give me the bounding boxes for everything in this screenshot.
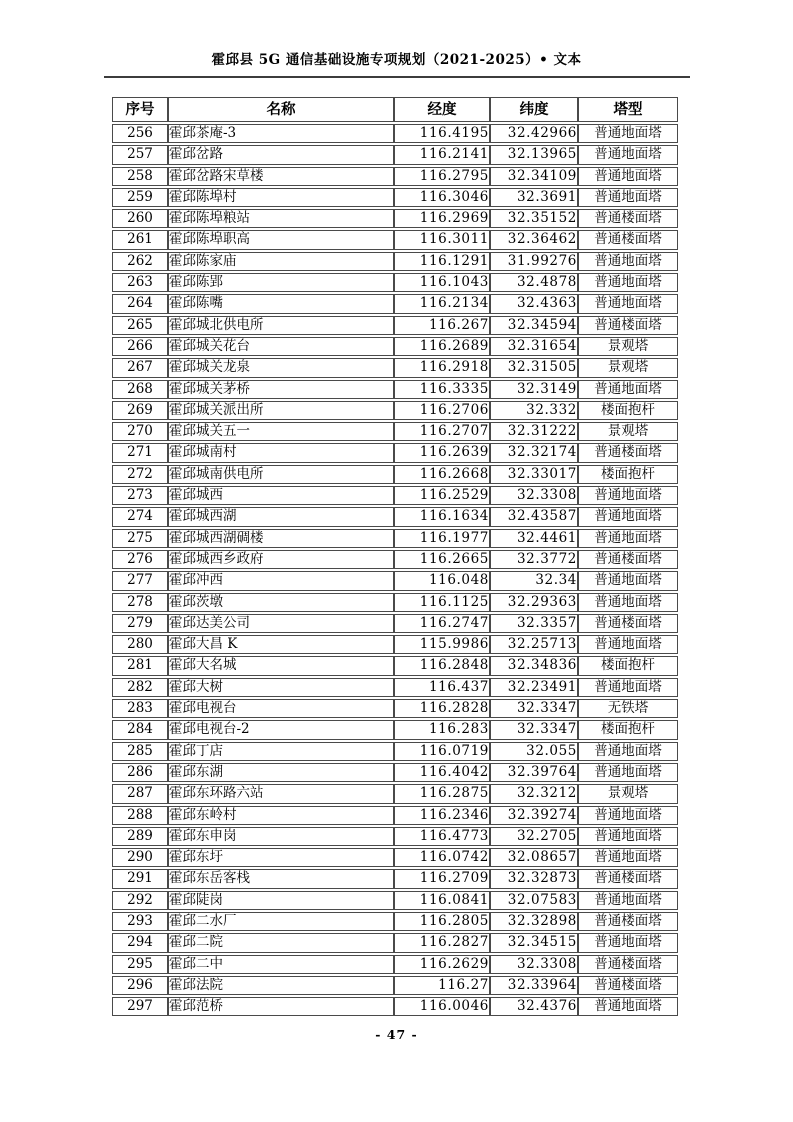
table-cell: 霍邱大名城 bbox=[168, 656, 394, 675]
header-rule-divider bbox=[104, 76, 690, 78]
table-row bbox=[112, 167, 678, 186]
table-row bbox=[112, 614, 678, 633]
table-cell: 32.43587 bbox=[490, 507, 578, 526]
table-cell: 普通楼面塔 bbox=[578, 955, 678, 974]
table-cell: 264 bbox=[112, 294, 168, 313]
table-cell: 32.42966 bbox=[490, 124, 578, 143]
table-cell: 景观塔 bbox=[578, 422, 678, 441]
table-cell: 265 bbox=[112, 316, 168, 335]
table-row bbox=[112, 997, 678, 1016]
table-cell: 32.34 bbox=[490, 571, 578, 590]
table-cell: 霍邱岔路宋草楼 bbox=[168, 167, 394, 186]
table-cell: 116.1977 bbox=[394, 529, 490, 548]
table-cell: 32.4461 bbox=[490, 529, 578, 548]
table-cell: 普通楼面塔 bbox=[578, 209, 678, 228]
table-cell: 普通地面塔 bbox=[578, 997, 678, 1016]
table-cell: 霍邱城关派出所 bbox=[168, 401, 394, 420]
table-cell: 116.437 bbox=[394, 678, 490, 697]
table-cell: 292 bbox=[112, 891, 168, 910]
table-cell: 普通地面塔 bbox=[578, 273, 678, 292]
table-cell: 287 bbox=[112, 784, 168, 803]
table-cell: 116.2805 bbox=[394, 912, 490, 931]
table-cell: 普通楼面塔 bbox=[578, 869, 678, 888]
table-cell: 266 bbox=[112, 337, 168, 356]
table-cell: 无铁塔 bbox=[578, 699, 678, 718]
table-cell: 普通地面塔 bbox=[578, 507, 678, 526]
table-row bbox=[112, 891, 678, 910]
table-cell: 293 bbox=[112, 912, 168, 931]
table-cell: 霍邱岔路 bbox=[168, 145, 394, 164]
table-cell: 霍邱东岭村 bbox=[168, 806, 394, 825]
table-cell: 普通地面塔 bbox=[578, 529, 678, 548]
table-row bbox=[112, 933, 678, 952]
table-cell: 霍邱城关花台 bbox=[168, 337, 394, 356]
table-cell: 116.2747 bbox=[394, 614, 490, 633]
table-row bbox=[112, 827, 678, 846]
table-cell: 116.4042 bbox=[394, 763, 490, 782]
table-row bbox=[112, 720, 678, 739]
table-cell: 普通楼面塔 bbox=[578, 912, 678, 931]
table-cell: 281 bbox=[112, 656, 168, 675]
table-cell: 276 bbox=[112, 550, 168, 569]
table-cell: 32.332 bbox=[490, 401, 578, 420]
table-cell: 霍邱达美公司 bbox=[168, 614, 394, 633]
table-cell: 普通地面塔 bbox=[578, 933, 678, 952]
table-cell: 普通地面塔 bbox=[578, 763, 678, 782]
table-cell: 279 bbox=[112, 614, 168, 633]
table-row bbox=[112, 784, 678, 803]
table-cell: 霍邱城关五一 bbox=[168, 422, 394, 441]
table-cell: 霍邱大昌 K bbox=[168, 635, 394, 654]
table-cell: 116.283 bbox=[394, 720, 490, 739]
table-row bbox=[112, 209, 678, 228]
table-row bbox=[112, 507, 678, 526]
table-cell: 32.39274 bbox=[490, 806, 578, 825]
table-cell: 32.31505 bbox=[490, 358, 578, 377]
table-cell: 霍邱茨墩 bbox=[168, 593, 394, 612]
table-cell: 霍邱陈埠职高 bbox=[168, 230, 394, 249]
table-row bbox=[112, 678, 678, 697]
table-cell: 116.0046 bbox=[394, 997, 490, 1016]
table-cell: 霍邱法院 bbox=[168, 976, 394, 995]
table-cell: 普通楼面塔 bbox=[578, 443, 678, 462]
table-cell: 32.3149 bbox=[490, 380, 578, 399]
table-cell: 普通楼面塔 bbox=[578, 614, 678, 633]
table-cell: 32.39764 bbox=[490, 763, 578, 782]
table-row bbox=[112, 188, 678, 207]
table-cell: 楼面抱杆 bbox=[578, 465, 678, 484]
table-cell: 116.1291 bbox=[394, 252, 490, 271]
table-cell: 116.2828 bbox=[394, 699, 490, 718]
table-cell: 278 bbox=[112, 593, 168, 612]
table-cell: 116.3335 bbox=[394, 380, 490, 399]
table-cell: 32.23491 bbox=[490, 678, 578, 697]
table-row bbox=[112, 337, 678, 356]
table-cell: 32.3347 bbox=[490, 699, 578, 718]
table-cell: 296 bbox=[112, 976, 168, 995]
table-row bbox=[112, 358, 678, 377]
column-header-index: 序号 bbox=[112, 97, 168, 122]
table-row bbox=[112, 763, 678, 782]
table-header bbox=[112, 97, 678, 122]
table-cell: 116.2827 bbox=[394, 933, 490, 952]
table-cell: 32.4376 bbox=[490, 997, 578, 1016]
table-cell: 楼面抱杆 bbox=[578, 656, 678, 675]
table-cell: 32.4878 bbox=[490, 273, 578, 292]
table-row bbox=[112, 486, 678, 505]
table-cell: 271 bbox=[112, 443, 168, 462]
table-cell: 楼面抱杆 bbox=[578, 401, 678, 420]
table-cell: 116.2668 bbox=[394, 465, 490, 484]
table-cell: 116.27 bbox=[394, 976, 490, 995]
table-cell: 32.3212 bbox=[490, 784, 578, 803]
table-cell: 普通地面塔 bbox=[578, 188, 678, 207]
table-cell: 霍邱电视台-2 bbox=[168, 720, 394, 739]
table-cell: 116.0841 bbox=[394, 891, 490, 910]
page-number: - 47 - bbox=[375, 1027, 418, 1042]
table-row bbox=[112, 656, 678, 675]
table-cell: 普通地面塔 bbox=[578, 486, 678, 505]
table-cell: 普通地面塔 bbox=[578, 678, 678, 697]
table-cell: 275 bbox=[112, 529, 168, 548]
table-row bbox=[112, 273, 678, 292]
table-cell: 116.048 bbox=[394, 571, 490, 590]
table-cell: 285 bbox=[112, 742, 168, 761]
column-header-longitude: 经度 bbox=[394, 97, 490, 122]
table-cell: 32.32873 bbox=[490, 869, 578, 888]
table-row bbox=[112, 252, 678, 271]
table-cell: 32.3347 bbox=[490, 720, 578, 739]
table-cell: 263 bbox=[112, 273, 168, 292]
table-cell: 霍邱陈埠粮站 bbox=[168, 209, 394, 228]
table-cell: 116.2795 bbox=[394, 167, 490, 186]
table-cell: 32.34836 bbox=[490, 656, 578, 675]
table-row bbox=[112, 422, 678, 441]
table-cell: 116.2969 bbox=[394, 209, 490, 228]
table-cell: 32.4363 bbox=[490, 294, 578, 313]
tower-sites-table bbox=[112, 95, 678, 1018]
table-cell: 32.07583 bbox=[490, 891, 578, 910]
table-cell: 普通地面塔 bbox=[578, 827, 678, 846]
table-row bbox=[112, 401, 678, 420]
table-cell: 116.2141 bbox=[394, 145, 490, 164]
table-row bbox=[112, 465, 678, 484]
table-cell: 32.31654 bbox=[490, 337, 578, 356]
table-cell: 普通地面塔 bbox=[578, 806, 678, 825]
table-cell: 普通地面塔 bbox=[578, 167, 678, 186]
table-cell: 霍邱城北供电所 bbox=[168, 316, 394, 335]
table-cell: 116.2629 bbox=[394, 955, 490, 974]
column-header-tower-type: 塔型 bbox=[578, 97, 678, 122]
table-cell: 116.2639 bbox=[394, 443, 490, 462]
table-cell: 霍邱城西湖 bbox=[168, 507, 394, 526]
table-row bbox=[112, 294, 678, 313]
column-header-name: 名称 bbox=[168, 97, 394, 122]
table-cell: 霍邱陈家庙 bbox=[168, 252, 394, 271]
table-cell: 普通地面塔 bbox=[578, 848, 678, 867]
table-cell: 普通地面塔 bbox=[578, 252, 678, 271]
table-cell: 115.9986 bbox=[394, 635, 490, 654]
table-cell: 32.13965 bbox=[490, 145, 578, 164]
table-cell: 116.3011 bbox=[394, 230, 490, 249]
table-cell: 290 bbox=[112, 848, 168, 867]
table-cell: 霍邱东圩 bbox=[168, 848, 394, 867]
table-cell: 32.34515 bbox=[490, 933, 578, 952]
table-cell: 普通地面塔 bbox=[578, 742, 678, 761]
table-cell: 284 bbox=[112, 720, 168, 739]
table-cell: 268 bbox=[112, 380, 168, 399]
table-cell: 霍邱东环路六站 bbox=[168, 784, 394, 803]
table-cell: 116.2665 bbox=[394, 550, 490, 569]
table-cell: 283 bbox=[112, 699, 168, 718]
table-body bbox=[112, 124, 678, 1016]
table-cell: 32.31222 bbox=[490, 422, 578, 441]
table-cell: 32.32174 bbox=[490, 443, 578, 462]
table-cell: 269 bbox=[112, 401, 168, 420]
table-cell: 霍邱陈郢 bbox=[168, 273, 394, 292]
table-row bbox=[112, 550, 678, 569]
table-cell: 116.2848 bbox=[394, 656, 490, 675]
table-cell: 297 bbox=[112, 997, 168, 1016]
table-row bbox=[112, 593, 678, 612]
table-cell: 116.2689 bbox=[394, 337, 490, 356]
table-cell: 景观塔 bbox=[578, 358, 678, 377]
table-cell: 霍邱陈埠村 bbox=[168, 188, 394, 207]
table-cell: 258 bbox=[112, 167, 168, 186]
table-cell: 32.3308 bbox=[490, 486, 578, 505]
table-cell: 262 bbox=[112, 252, 168, 271]
table-cell: 116.2346 bbox=[394, 806, 490, 825]
table-cell: 116.1125 bbox=[394, 593, 490, 612]
table-cell: 256 bbox=[112, 124, 168, 143]
table-cell: 霍邱范桥 bbox=[168, 997, 394, 1016]
table-row bbox=[112, 806, 678, 825]
table-cell: 霍邱东湖 bbox=[168, 763, 394, 782]
table-cell: 32.3772 bbox=[490, 550, 578, 569]
table-cell: 116.2707 bbox=[394, 422, 490, 441]
table-cell: 294 bbox=[112, 933, 168, 952]
table-row bbox=[112, 145, 678, 164]
table-cell: 32.32898 bbox=[490, 912, 578, 931]
table-cell: 霍邱陈嘴 bbox=[168, 294, 394, 313]
table-cell: 116.0742 bbox=[394, 848, 490, 867]
table-cell: 霍邱冲西 bbox=[168, 571, 394, 590]
table-cell: 霍邱二水厂 bbox=[168, 912, 394, 931]
table-cell: 普通地面塔 bbox=[578, 124, 678, 143]
table-cell: 霍邱城西 bbox=[168, 486, 394, 505]
column-header-latitude: 纬度 bbox=[490, 97, 578, 122]
table-cell: 普通楼面塔 bbox=[578, 316, 678, 335]
table-cell: 霍邱陡岗 bbox=[168, 891, 394, 910]
table-cell: 霍邱茶庵-3 bbox=[168, 124, 394, 143]
table-cell: 楼面抱杆 bbox=[578, 720, 678, 739]
table-cell: 霍邱大树 bbox=[168, 678, 394, 697]
table-cell: 261 bbox=[112, 230, 168, 249]
table-row bbox=[112, 742, 678, 761]
table-cell: 霍邱城关龙泉 bbox=[168, 358, 394, 377]
table-cell: 288 bbox=[112, 806, 168, 825]
table-cell: 霍邱丁店 bbox=[168, 742, 394, 761]
table-cell: 普通地面塔 bbox=[578, 593, 678, 612]
table-cell: 霍邱电视台 bbox=[168, 699, 394, 718]
table-cell: 32.35152 bbox=[490, 209, 578, 228]
table-cell: 霍邱城西乡政府 bbox=[168, 550, 394, 569]
table-cell: 普通楼面塔 bbox=[578, 976, 678, 995]
table-row bbox=[112, 443, 678, 462]
table-cell: 289 bbox=[112, 827, 168, 846]
table-row bbox=[112, 316, 678, 335]
table-cell: 32.36462 bbox=[490, 230, 578, 249]
table-cell: 116.0719 bbox=[394, 742, 490, 761]
table-cell: 257 bbox=[112, 145, 168, 164]
table-cell: 116.2875 bbox=[394, 784, 490, 803]
table-cell: 32.34109 bbox=[490, 167, 578, 186]
table-cell: 116.1634 bbox=[394, 507, 490, 526]
table-cell: 116.2706 bbox=[394, 401, 490, 420]
table-cell: 32.055 bbox=[490, 742, 578, 761]
table-cell: 普通楼面塔 bbox=[578, 230, 678, 249]
table-cell: 霍邱二中 bbox=[168, 955, 394, 974]
table-cell: 277 bbox=[112, 571, 168, 590]
table-cell: 普通地面塔 bbox=[578, 571, 678, 590]
table-cell: 32.08657 bbox=[490, 848, 578, 867]
table-cell: 普通楼面塔 bbox=[578, 550, 678, 569]
table-row bbox=[112, 955, 678, 974]
table-row bbox=[112, 529, 678, 548]
table-cell: 霍邱城南供电所 bbox=[168, 465, 394, 484]
table-cell: 霍邱东岳客栈 bbox=[168, 869, 394, 888]
table-cell: 32.33017 bbox=[490, 465, 578, 484]
table-cell: 116.2529 bbox=[394, 486, 490, 505]
table-cell: 普通地面塔 bbox=[578, 635, 678, 654]
table-row bbox=[112, 571, 678, 590]
table-cell: 景观塔 bbox=[578, 337, 678, 356]
table-row bbox=[112, 699, 678, 718]
document-header-title: 霍邱县 5G 通信基础设施专项规划（2021-2025）• 文本 bbox=[211, 52, 582, 68]
table-cell: 32.25713 bbox=[490, 635, 578, 654]
table-row bbox=[112, 848, 678, 867]
table-cell: 274 bbox=[112, 507, 168, 526]
table-cell: 普通地面塔 bbox=[578, 891, 678, 910]
table-cell: 280 bbox=[112, 635, 168, 654]
table-cell: 景观塔 bbox=[578, 784, 678, 803]
table-cell: 霍邱二院 bbox=[168, 933, 394, 952]
table-cell: 116.2709 bbox=[394, 869, 490, 888]
table-cell: 31.99276 bbox=[490, 252, 578, 271]
table-cell: 116.2918 bbox=[394, 358, 490, 377]
table-cell: 116.267 bbox=[394, 316, 490, 335]
table-cell: 295 bbox=[112, 955, 168, 974]
table-cell: 286 bbox=[112, 763, 168, 782]
table-cell: 霍邱城关茅桥 bbox=[168, 380, 394, 399]
table-row bbox=[112, 912, 678, 931]
table-cell: 普通地面塔 bbox=[578, 145, 678, 164]
table-row bbox=[112, 230, 678, 249]
table-cell: 272 bbox=[112, 465, 168, 484]
table-cell: 116.3046 bbox=[394, 188, 490, 207]
table-cell: 282 bbox=[112, 678, 168, 697]
table-cell: 116.1043 bbox=[394, 273, 490, 292]
table-cell: 273 bbox=[112, 486, 168, 505]
table-cell: 32.3691 bbox=[490, 188, 578, 207]
table-row bbox=[112, 380, 678, 399]
table-row bbox=[112, 976, 678, 995]
table-cell: 霍邱城南村 bbox=[168, 443, 394, 462]
table-cell: 291 bbox=[112, 869, 168, 888]
table-cell: 116.4773 bbox=[394, 827, 490, 846]
table-cell: 32.2705 bbox=[490, 827, 578, 846]
table-cell: 260 bbox=[112, 209, 168, 228]
table-cell: 32.3308 bbox=[490, 955, 578, 974]
table-row bbox=[112, 635, 678, 654]
table-cell: 259 bbox=[112, 188, 168, 207]
table-cell: 霍邱城西湖碉楼 bbox=[168, 529, 394, 548]
table-cell: 116.2134 bbox=[394, 294, 490, 313]
table-cell: 32.33964 bbox=[490, 976, 578, 995]
table-cell: 116.4195 bbox=[394, 124, 490, 143]
table-cell: 270 bbox=[112, 422, 168, 441]
table-cell: 普通地面塔 bbox=[578, 380, 678, 399]
table-cell: 普通地面塔 bbox=[578, 294, 678, 313]
table-cell: 32.3357 bbox=[490, 614, 578, 633]
table-cell: 32.34594 bbox=[490, 316, 578, 335]
table-row bbox=[112, 124, 678, 143]
table-cell: 32.29363 bbox=[490, 593, 578, 612]
table-header-row bbox=[112, 97, 678, 122]
table-row bbox=[112, 869, 678, 888]
table-cell: 267 bbox=[112, 358, 168, 377]
table-cell: 霍邱东申岗 bbox=[168, 827, 394, 846]
